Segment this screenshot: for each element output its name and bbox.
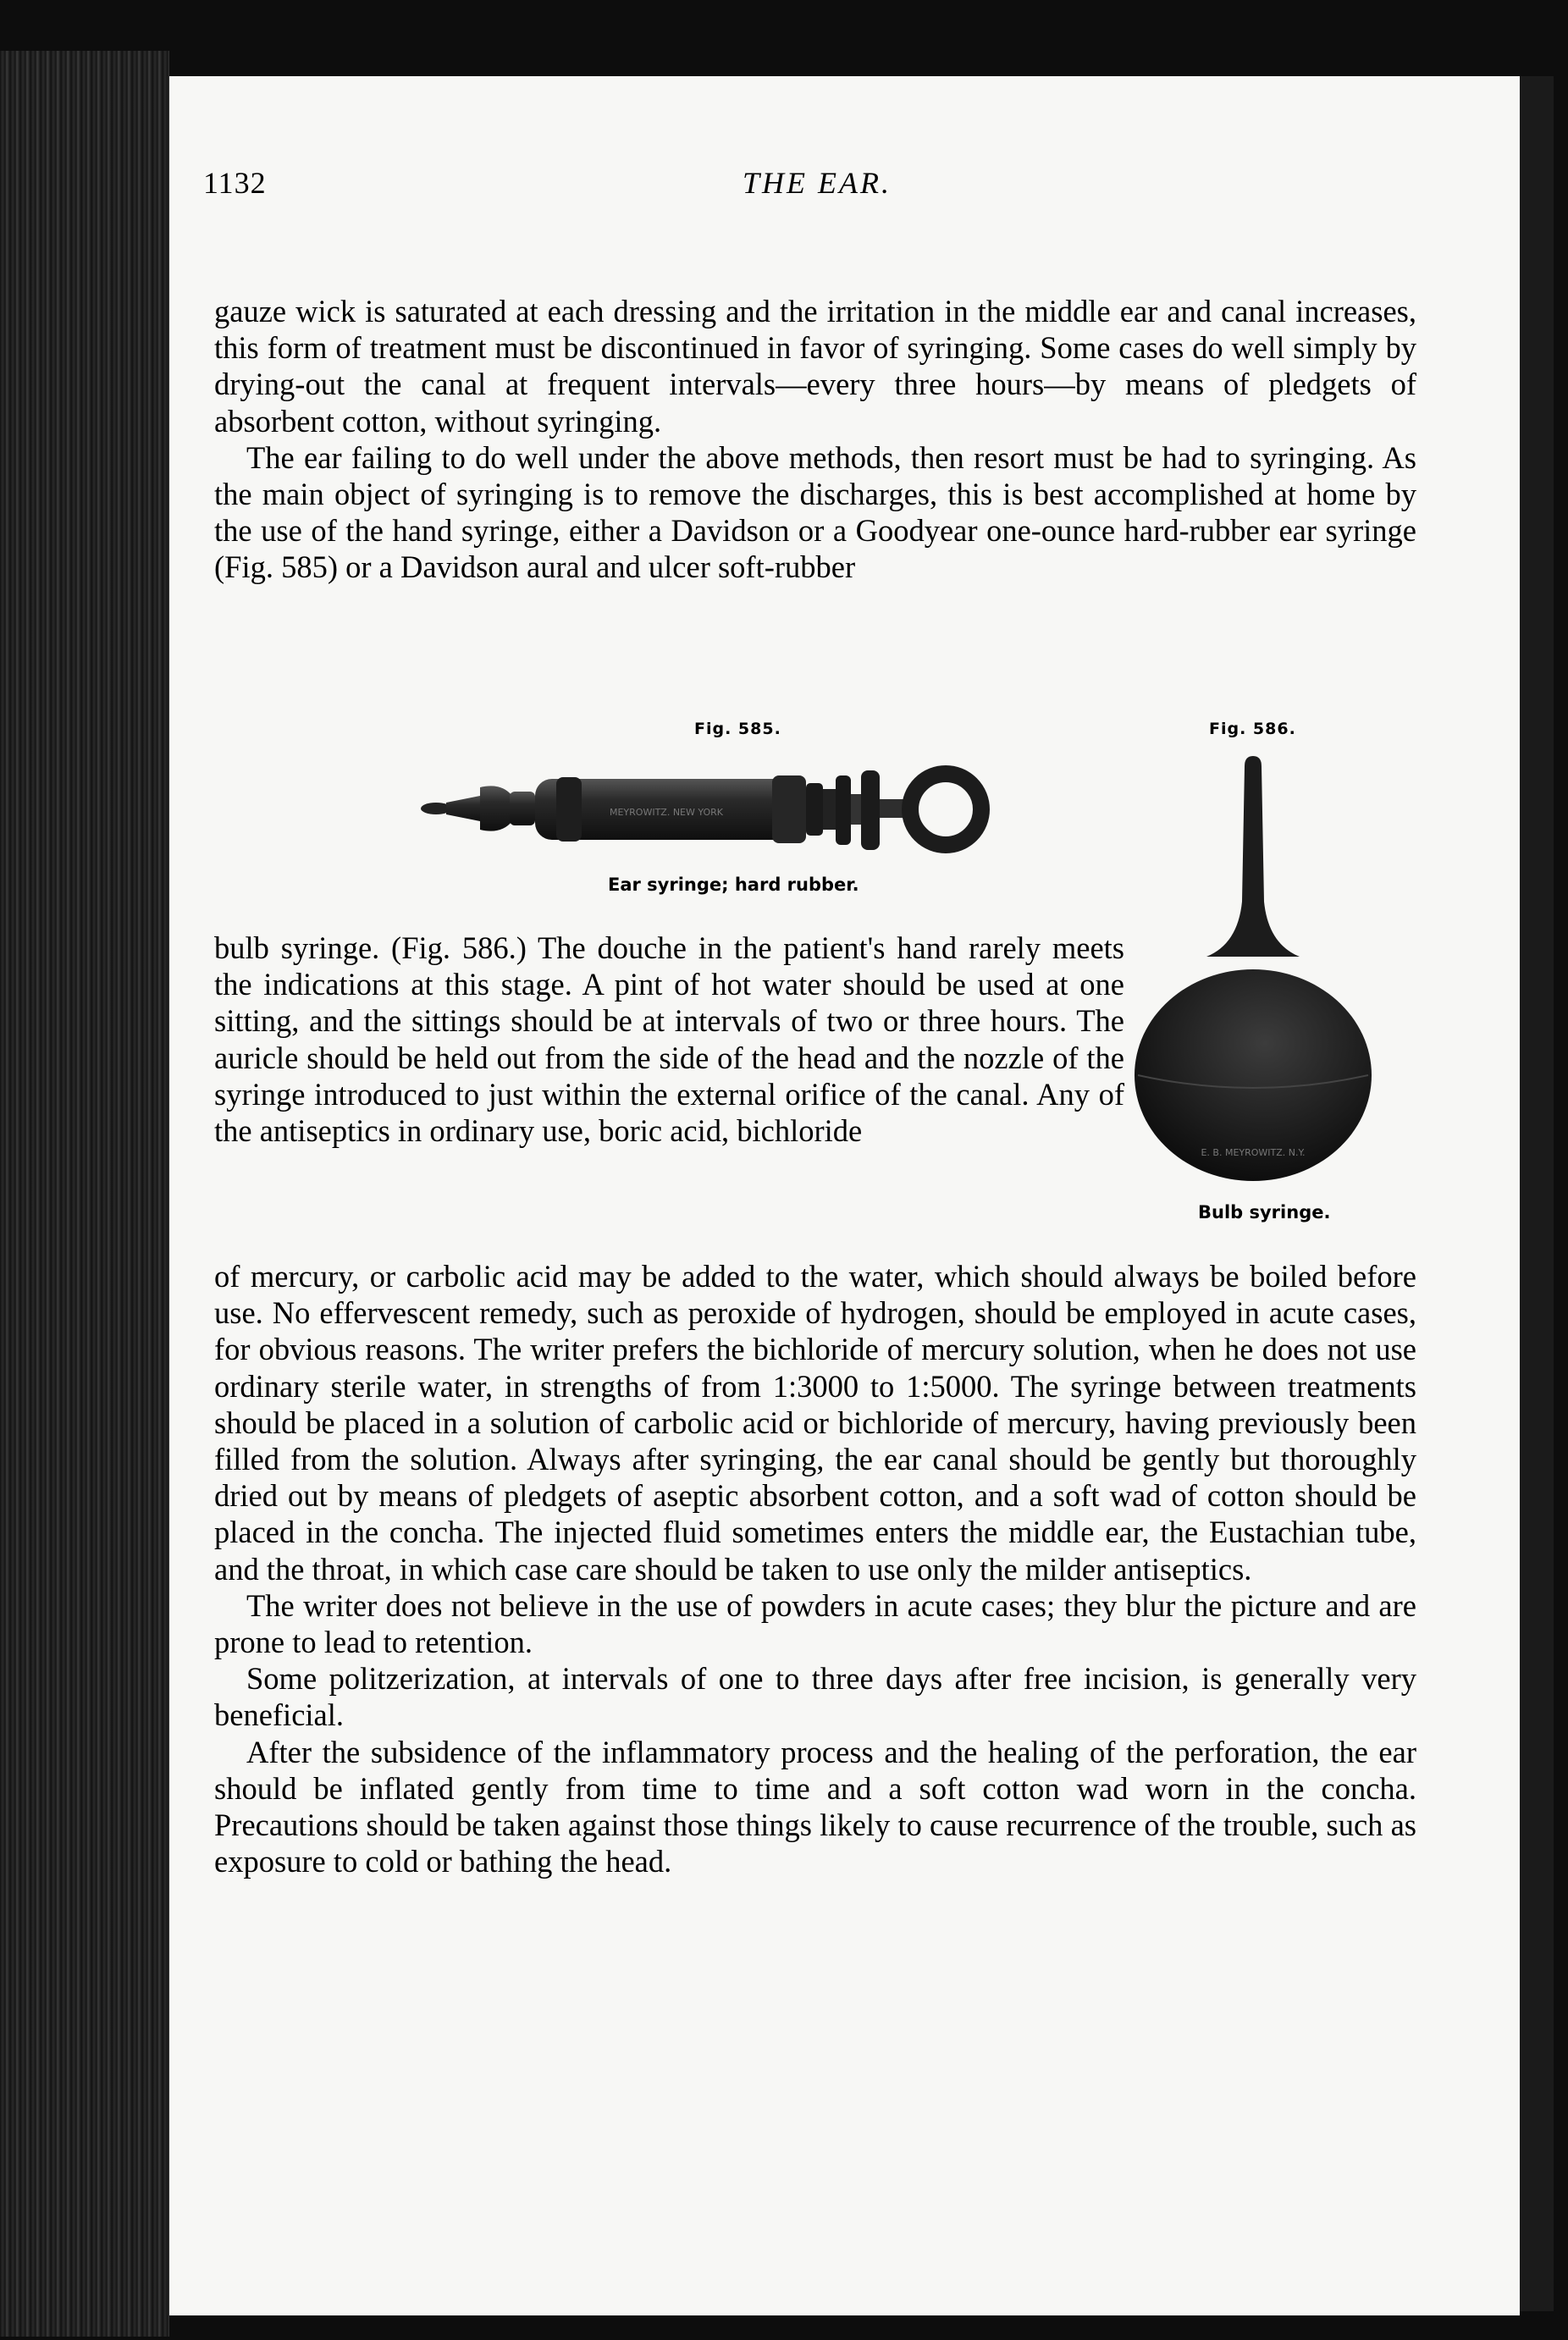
ear-syringe-illustration [421,745,1030,872]
figure-585-caption: Ear syringe; hard rubber. [608,875,859,895]
figure-586-label: Fig. 586. [1209,720,1296,738]
bulb-maker-stamp: E. B. MEYROWITZ. N.Y. [1201,1147,1306,1158]
paragraph: gauze wick is saturated at each dressing and the irritation in the middle ear and canal increases, this form of treatment must be discontinued in favor of syringing. Some cases do well simply by drying-out the canal at frequent intervals—every three hours—by means of pledgets of absorbent cotton, without syringing. [214,294,1416,439]
syringe-maker-stamp: MEYROWITZ. NEW YORK [609,807,724,818]
text-block-top [214,293,1416,586]
paragraph: After the subsidence of the inflammatory process and the healing of the perforation, the ear should be inflated gently from time to time and a soft cotton wad worn in the concha. Precautions should be taken against those things likely to cause recurrence of the trouble, such as exposure to cold or bathing the head. [214,1734,1416,1879]
text-block-bottom [214,1258,1416,1879]
text-block-middle [214,930,1124,1149]
page-number: 1132 [203,166,267,200]
page-header [203,165,1431,207]
book-binding-edge [1520,76,1554,2311]
book-page-edges [0,51,169,2337]
paragraph: The ear failing to do well under the above methods, then resort must be had to syringing. As the main object of syringing is to remove the discharges, this is best accomplished at home by the use of the hand syringe, either a Davidson or a Goodyear one-ounce hard-rubber ear syringe (Fig. 585) or a Davidson aural and ulcer soft-rubber [214,439,1416,585]
bulb-syringe-illustration [1126,749,1380,1189]
paragraph: The writer does not believe in the use of powders in acute cases; they blur the picture and are prone to lead to retention. [214,1587,1416,1660]
figure-586-caption: Bulb syringe. [1198,1202,1331,1222]
paragraph: bulb syringe. (Fig. 586.) The douche in the patient's hand rarely meets the indications at this stage. A pint of hot water should be used at one sitting, and the sittings should be at intervals of two or three hours. The auricle should be held out from the side of the head and the nozzle of the syringe introduced to just within the external orifice of the canal. Any of the antiseptics in ordinary use, boric acid, bichloride [214,930,1124,1149]
figure-585-label: Fig. 585. [694,720,781,738]
paragraph: of mercury, or carbolic acid may be added to the water, which should always be boiled before use. No effervescent remedy, such as peroxide of hydrogen, should be employed in acute cases, for obvious reasons. The writer prefers the bichloride of mercury solution, when he does not use ordinary sterile water, in strengths of from 1:3000 to 1:5000. The syringe between treatments should be placed in a solution of carbolic acid or bichloride of mercury, having previously been filled from the solution. Always after syringing, the ear canal should be gently but thoroughly dried out by means of pledgets of aseptic absorbent cotton, and a soft wad of cotton should be placed in the concha. The injected fluid sometimes enters the middle ear, the Eustachian tube, and the throat, in which case care should be taken to use only the milder antiseptics. [214,1259,1416,1587]
running-title: THE EAR. [743,166,892,200]
paragraph: Some politzerization, at intervals of one to three days after free incision, is generally very beneficial. [214,1661,1416,1733]
